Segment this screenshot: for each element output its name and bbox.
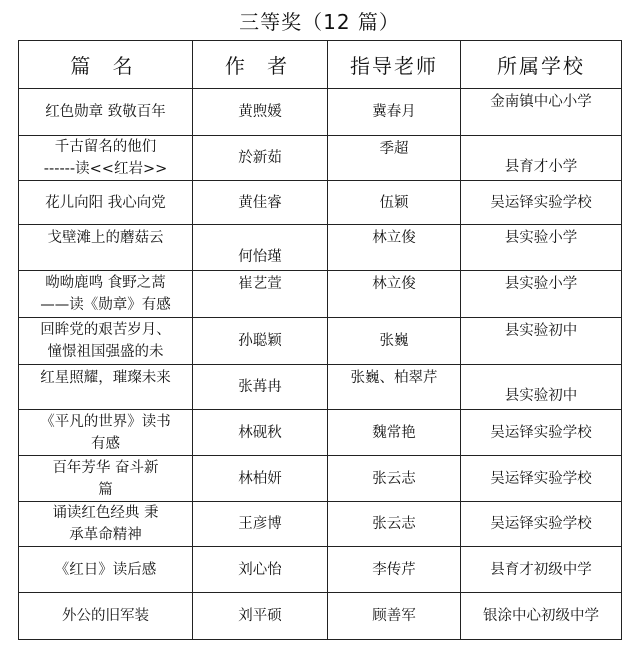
header-school: 所属学校 xyxy=(461,41,622,89)
work-title: 千古留名的他们 ------读<<红岩>> xyxy=(19,136,193,181)
school-name: 县育才小学 xyxy=(461,136,622,181)
school-name: 县育才初级中学 xyxy=(461,547,622,593)
table-row xyxy=(19,456,622,502)
work-title: 《红日》读后感 xyxy=(19,547,193,593)
table-header-row xyxy=(19,41,622,89)
teacher-name: 张云志 xyxy=(328,456,461,502)
school-name: 县实验初中 xyxy=(461,365,622,410)
work-title: 诵读红色经典 秉 承革命精神 xyxy=(19,502,193,547)
author-name: 刘心怡 xyxy=(193,547,328,593)
author-name: 王彦博 xyxy=(193,502,328,547)
table-row xyxy=(19,89,622,136)
teacher-name: 张云志 xyxy=(328,502,461,547)
header-author: 作 者 xyxy=(193,41,328,89)
author-name: 林砚秋 xyxy=(193,410,328,456)
author-name: 林柏妍 xyxy=(193,456,328,502)
table-row xyxy=(19,365,622,410)
table-row xyxy=(19,502,622,547)
work-title: 呦呦鹿鸣 食野之蒿 ——读《勋章》有感 xyxy=(19,271,193,318)
teacher-name: 伍颖 xyxy=(328,181,461,225)
work-title: 回眸党的艰苦岁月、 憧憬祖国强盛的未 xyxy=(19,318,193,365)
work-title: 红色勋章 致敬百年 xyxy=(19,89,193,136)
author-name: 孙聪颖 xyxy=(193,318,328,365)
teacher-name: 林立俊 xyxy=(328,225,461,271)
author-name: 崔艺萱 xyxy=(193,271,328,318)
school-name: 县实验初中 xyxy=(461,318,622,365)
header-title: 篇 名 xyxy=(19,41,193,89)
author-name: 何怡瑾 xyxy=(193,225,328,271)
teacher-name: 季超 xyxy=(328,136,461,181)
teacher-name: 张巍、柏翠芹 xyxy=(328,365,461,410)
teacher-name: 冀春月 xyxy=(328,89,461,136)
table-row xyxy=(19,136,622,181)
work-title: 外公的旧军装 xyxy=(19,593,193,640)
work-title: 百年芳华 奋斗新 篇 xyxy=(19,456,193,502)
author-name: 张苒冉 xyxy=(193,365,328,410)
school-name: 吴运铎实验学校 xyxy=(461,502,622,547)
author-name: 於新茹 xyxy=(193,136,328,181)
table-row xyxy=(19,547,622,593)
award-table xyxy=(18,40,622,640)
school-name: 吴运铎实验学校 xyxy=(461,410,622,456)
teacher-name: 魏常艳 xyxy=(328,410,461,456)
school-name: 吴运铎实验学校 xyxy=(461,181,622,225)
work-title: 红星照耀，璀璨未来 xyxy=(19,365,193,410)
table-row xyxy=(19,410,622,456)
table-row xyxy=(19,593,622,640)
author-name: 刘平硕 xyxy=(193,593,328,640)
school-name: 县实验小学 xyxy=(461,225,622,271)
school-name: 吴运铎实验学校 xyxy=(461,456,622,502)
teacher-name: 李传芹 xyxy=(328,547,461,593)
school-name: 金南镇中心小学 xyxy=(461,89,622,136)
work-title: 花儿向阳 我心向党 xyxy=(19,181,193,225)
author-name: 黄煦媛 xyxy=(193,89,328,136)
page-title: 三等奖（12 篇） xyxy=(239,10,400,34)
author-name: 黄佳睿 xyxy=(193,181,328,225)
school-name: 县实验小学 xyxy=(461,271,622,318)
teacher-name: 林立俊 xyxy=(328,271,461,318)
teacher-name: 顾善军 xyxy=(328,593,461,640)
table-row xyxy=(19,271,622,318)
work-title: 戈壁滩上的蘑菇云 xyxy=(19,225,193,271)
header-teacher: 指导老师 xyxy=(328,41,461,89)
work-title: 《平凡的世界》读书 有感 xyxy=(19,410,193,456)
table-row xyxy=(19,225,622,271)
table-row xyxy=(19,318,622,365)
school-name: 银涂中心初级中学 xyxy=(461,593,622,640)
table-row xyxy=(19,181,622,225)
teacher-name: 张巍 xyxy=(328,318,461,365)
